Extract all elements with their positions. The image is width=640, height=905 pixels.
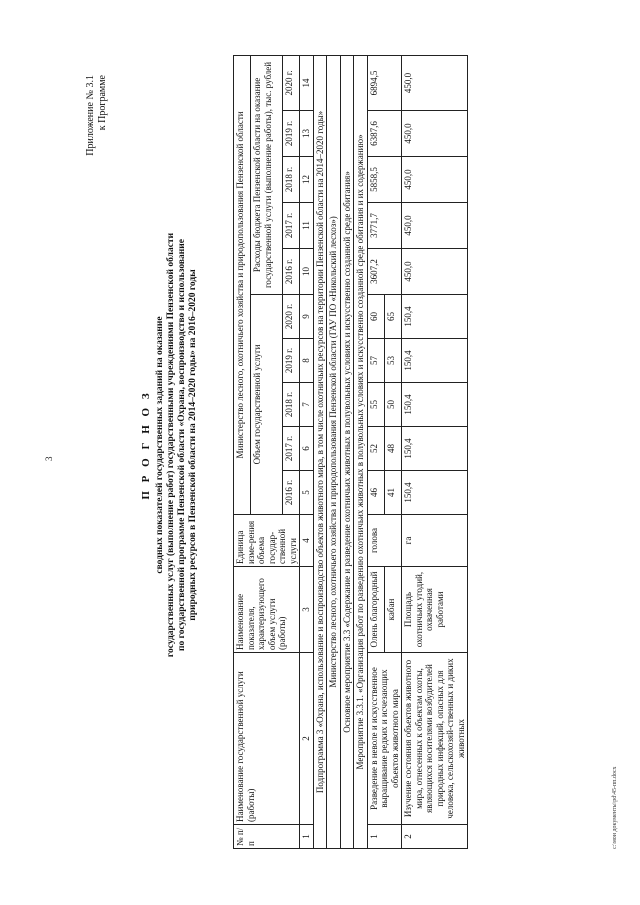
volume-cell: 150,4 <box>402 427 468 471</box>
expense-cell: 3771,7 <box>367 203 402 249</box>
row-unit: га <box>402 515 468 567</box>
appendix-line: Приложение № 3.1 <box>85 75 96 156</box>
expense-cell: 3607,2 <box>367 249 402 295</box>
row-num: 2 <box>402 825 468 849</box>
header-volume: Объем государственной услуги <box>251 295 282 515</box>
volume-cell: 150,4 <box>402 295 468 339</box>
col-number: 6 <box>300 427 314 471</box>
volume-cell: 48 <box>384 427 401 471</box>
row-indicator: Площадь охотничьих угодий, охваченная работами <box>402 567 468 653</box>
subtitle-line: сводных показателей государственных заданий на оказание <box>155 316 165 574</box>
row-service: Разведение в неволе и искусственное выращивание редких и исчезающих объектов животного мира <box>367 653 402 825</box>
document-title <box>140 165 199 725</box>
year-cell: 2017 г. <box>282 203 299 249</box>
year-cell: 2019 г. <box>282 339 299 383</box>
volume-cell: 65 <box>384 295 401 339</box>
header-indicator: Наименование показателя, характеризующего объем услуги (работы) <box>234 567 300 653</box>
volume-cell: 57 <box>367 339 384 383</box>
expense-cell: 450,0 <box>402 55 468 110</box>
header-num: № п/п <box>234 825 300 849</box>
row-unit: голова <box>367 515 402 567</box>
page-number: 3 <box>44 456 54 461</box>
col-number: 5 <box>300 471 314 515</box>
appendix-line: к Программе <box>97 75 108 131</box>
year-cell: 2016 г. <box>282 471 299 515</box>
expense-cell: 6894,5 <box>367 55 402 110</box>
year-cell: 2018 г. <box>282 383 299 427</box>
col-number: 11 <box>300 203 314 249</box>
volume-cell: 55 <box>367 383 384 427</box>
volume-cell: 60 <box>367 295 384 339</box>
col-number: 1 <box>300 825 314 849</box>
year-cell: 2020 г. <box>282 295 299 339</box>
col-number: 8 <box>300 339 314 383</box>
section-ministry: Министерство лесного, охотничьего хозяйства и природопользования Пензенской области (ГАУ ПО «Никольский лесхоз») <box>327 55 341 848</box>
volume-cell: 150,4 <box>402 339 468 383</box>
volume-cell: 50 <box>384 383 401 427</box>
row-service: Изучение состояния объектов животного мира, отнесенных к объектам охоты, являющихся носителями возбудителей природных инфекций, опасных для человека, сельскохозяй-ственных и диких животных <box>402 653 468 825</box>
section-row <box>340 55 354 848</box>
row-indicator: кабан <box>384 567 401 653</box>
section-row <box>327 55 341 848</box>
section-event: Мероприятие 3.3.1. «Организация работ по разведению охотничьих животных в полувольных условиях и искусственно созданной среде обитания и их содержанию» <box>354 55 368 848</box>
volume-cell: 52 <box>367 427 384 471</box>
appendix-note <box>85 75 109 225</box>
col-number: 13 <box>300 111 314 157</box>
year-cell: 2016 г. <box>282 249 299 295</box>
volume-cell: 150,4 <box>402 471 468 515</box>
col-number: 4 <box>300 515 314 567</box>
table-row <box>402 55 468 848</box>
table-row <box>367 55 384 848</box>
header-ministry: Министерство лесного, охотничьего хозяйства и природопользования Пензенской области <box>234 55 251 514</box>
expense-cell: 450,0 <box>402 249 468 295</box>
expense-cell: 450,0 <box>402 203 468 249</box>
expense-cell: 5858,5 <box>367 157 402 203</box>
section-row <box>354 55 368 848</box>
column-numbers-row <box>300 55 314 848</box>
section-row <box>313 55 327 848</box>
year-cell: 2017 г. <box>282 427 299 471</box>
file-path-footer: c:\мои документы\pd\45-пп.docx <box>612 766 618 849</box>
forecast-table <box>233 55 468 849</box>
header-unit: Единица изме-рения объема государ-ственной услуги <box>234 515 300 567</box>
year-cell: 2020 г. <box>282 55 299 110</box>
expense-cell: 450,0 <box>402 157 468 203</box>
year-cell: 2019 г. <box>282 111 299 157</box>
col-number: 14 <box>300 55 314 110</box>
expense-cell: 6387,6 <box>367 111 402 157</box>
subtitle-line: природных ресурсов в Пензенской области на 2014–2020 годы» на 2016–2020 годы <box>188 269 198 621</box>
row-num: 1 <box>367 825 402 849</box>
volume-cell: 46 <box>367 471 384 515</box>
expense-cell: 450,0 <box>402 111 468 157</box>
header-service: Наименование государственной услуги (работы) <box>234 653 300 825</box>
col-number: 12 <box>300 157 314 203</box>
volume-cell: 41 <box>384 471 401 515</box>
col-number: 10 <box>300 249 314 295</box>
year-cell: 2018 г. <box>282 157 299 203</box>
section-subprogram: Подпрограмма 3 «Охрана, использование и воспроизводство объектов животного мира, в том числе охотничьих ресурсов на территории Пензенской области на 2014–2020 годы» <box>313 55 327 848</box>
volume-cell: 150,4 <box>402 383 468 427</box>
title-heading: П Р О Г Н О З <box>140 390 152 500</box>
section-main-event: Основное мероприятие 3.3 «Содержание и разведение охотничьих животных в полувольных условиях и искусственно созданной среде обитания» <box>340 55 354 848</box>
volume-cell: 53 <box>384 339 401 383</box>
subtitle-line: государственных услуг (выполнение работ) государственными учреждениями Пензенской области <box>166 232 176 658</box>
header-expenses: Расходы бюджета Пензенской области на оказание государственной услуги (выполнение работы), тыс. рублей <box>251 55 282 294</box>
subtitle-line: по государственной программе Пензенской области «Охрана, воспроизводство и использование <box>177 239 187 651</box>
header-row <box>234 55 251 848</box>
row-indicator: Олень благородный <box>367 567 384 653</box>
col-number: 3 <box>300 567 314 653</box>
col-number: 2 <box>300 653 314 825</box>
col-number: 7 <box>300 383 314 427</box>
col-number: 9 <box>300 295 314 339</box>
